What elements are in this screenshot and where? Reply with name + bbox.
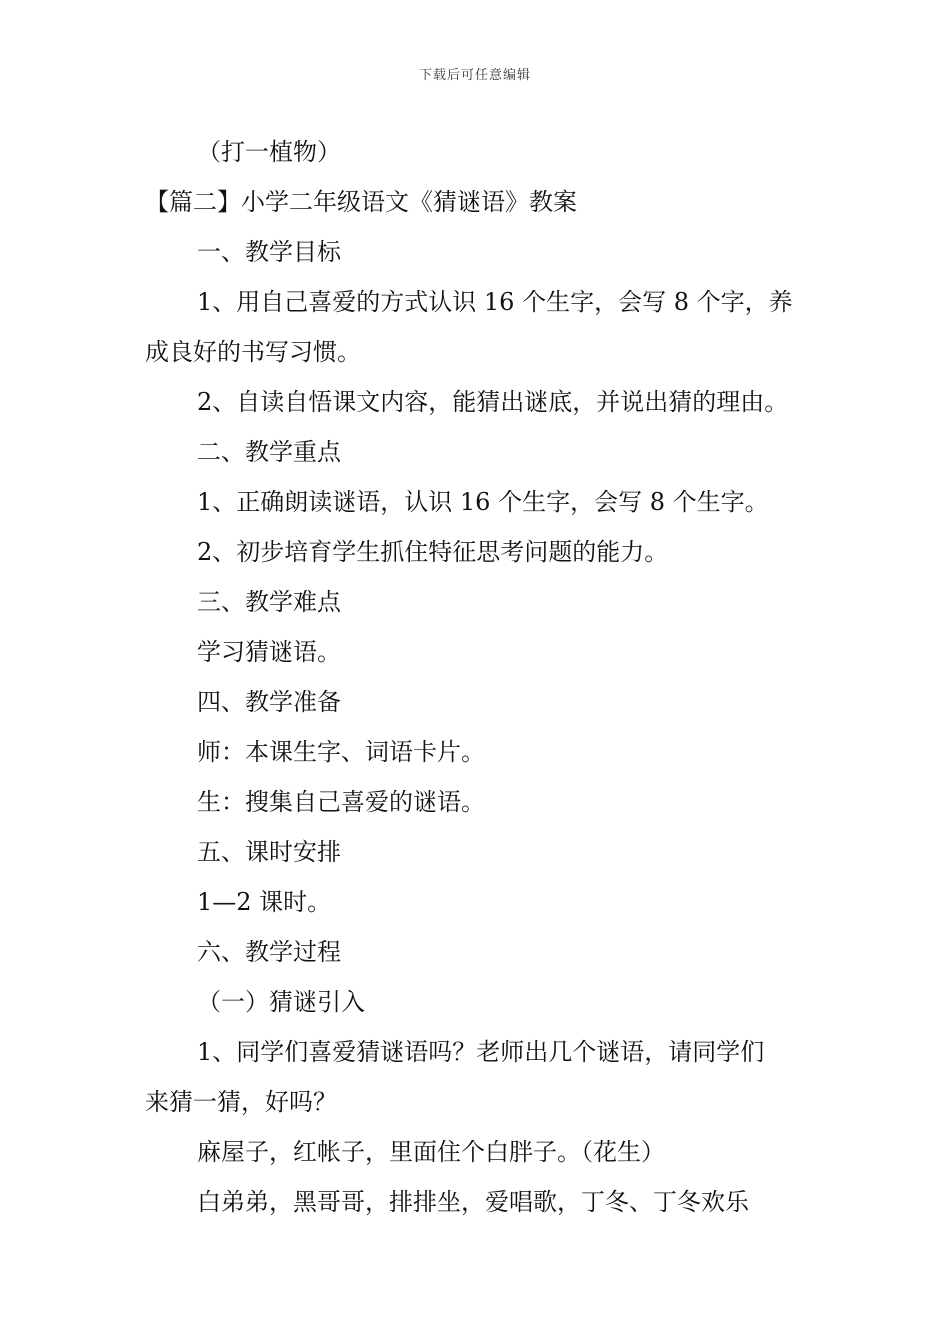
heading-class-schedule: 五、课时安排	[197, 838, 341, 866]
heading-teaching-difficulty: 三、教学难点	[197, 588, 341, 616]
subheading-riddle-intro: （一）猜谜引入	[197, 988, 365, 1016]
paragraph-line: 成良好的书写习惯。	[145, 338, 361, 366]
paragraph-line: 师：本课生字、词语卡片。	[197, 738, 485, 766]
document-body	[145, 127, 810, 1227]
heading-teaching-preparation: 四、教学准备	[197, 688, 341, 716]
riddle-line: 麻屋子，红帐子，里面住个白胖子。（花生）	[197, 1138, 665, 1166]
page-header-note: 下载后可任意编辑	[418, 68, 531, 83]
heading-teaching-focus: 二、教学重点	[197, 438, 341, 466]
paragraph-line: 2、初步培育学生抓住特征思考问题的能力。	[197, 538, 669, 566]
paragraph-line: 1、用自己喜爱的方式认识 16 个生字，会写 8 个字，养	[197, 288, 793, 316]
paragraph-line: 来猜一猜，好吗？	[145, 1088, 337, 1116]
heading-teaching-goals: 一、教学目标	[197, 238, 341, 266]
riddle-line: 白弟弟，黑哥哥，排排坐，爱唱歌，丁冬、丁冬欢乐	[197, 1188, 749, 1216]
section-title: 【篇二】小学二年级语文《猜谜语》教案	[145, 188, 577, 216]
paragraph-line: 1—2 课时。	[197, 888, 332, 916]
paragraph-line: 2、自读自悟课文内容，能猜出谜底，并说出猜的理由。	[197, 388, 789, 416]
paragraph-line: 1、正确朗读谜语，认识 16 个生字，会写 8 个生字。	[197, 488, 769, 516]
heading-teaching-process: 六、教学过程	[197, 938, 341, 966]
paragraph-line: 学习猜谜语。	[197, 638, 341, 666]
paragraph-line: （打一植物）	[197, 138, 341, 166]
paragraph-line: 1、同学们喜爱猜谜语吗？老师出几个谜语，请同学们	[197, 1038, 765, 1066]
paragraph-line: 生：搜集自己喜爱的谜语。	[197, 788, 485, 816]
